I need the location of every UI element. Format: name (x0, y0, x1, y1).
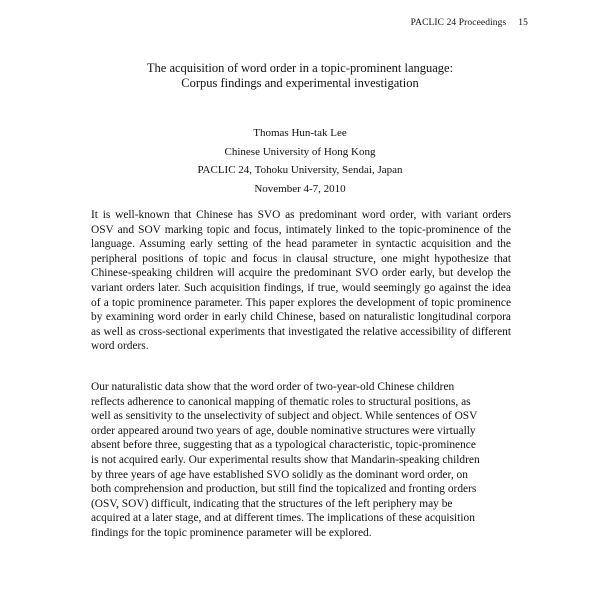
proceedings-label: PACLIC 24 Proceedings (410, 18, 507, 28)
paragraph-2-line: reflects adherence to canonical mapping of thematic roles to structural positions, as (91, 395, 471, 408)
conference-info: PACLIC 24, Tohoku University, Sendai, Japan (197, 164, 403, 176)
author-name: Thomas Hun-tak Lee (253, 127, 347, 139)
author-block (0, 124, 600, 198)
abstract-paragraph-2 (91, 380, 511, 541)
paragraph-2-line: findings for the topic prominence parameter will be explored. (91, 526, 372, 539)
paragraph-2-line: both comprehension and production, but still find the topicalized and fronting orders (91, 483, 477, 496)
paragraph-2-line: by three years of age have established SVO solidly as the dominant word order, on (91, 468, 468, 481)
paragraph-2-line: Our naturalistic data show that the word order of two-year-old Chinese children (91, 381, 455, 393)
author-affiliation: Chinese University of Hong Kong (224, 145, 376, 158)
paragraph-2-line: is not acquired early. Our experimental results show that Mandarin-speaking children (91, 453, 480, 466)
abstract-paragraph-1: It is well-known that Chinese has SVO as predominant word order, with variant orders OSV and SOV marking topic and focus, intimately linked to the topic-prominence of the language. Assuming early setting of the head parameter in syntactic acquisition and the peripheral positions of topic and focus in clausal structure, one might hypothesize that Chinese-speaking children will acquire the predominant SVO order early, but develop the variant orders later. Such acquisition findings, if true, would seemingly go against the idea of a topic prominence parameter. This paper explores the development of topic prominence by examining word order in early child Chinese, based on naturalistic longitudinal corpora as well as cross-sectional experiments that investigated the relative accessibility of different word orders. (91, 209, 511, 353)
page-number: 15 (518, 18, 528, 28)
paragraph-2-line: acquired at a later stage, and at different times. The implications of these acquisition (91, 512, 475, 525)
paragraph-2-line: (OSV, SOV) difficult, indicating that the structures of the left periphery may be (91, 497, 453, 510)
paragraph-2-line: absent before three, suggesting that as a typological characteristic, topic-prominence (91, 439, 476, 452)
conference-date: November 4-7, 2010 (254, 182, 346, 195)
paragraph-2-line: order appeared around two years of age, double nominative structures were virtually (91, 424, 476, 437)
paper-title (0, 61, 600, 90)
paragraph-2-line: well as sensitivity to the unselectivity of subject and object. While sentences of OSV (91, 410, 478, 423)
running-header (411, 18, 528, 28)
title-line-1: The acquisition of word order in a topic-prominent language: (146, 61, 454, 75)
title-line-2: Corpus findings and experimental investigation (181, 75, 419, 90)
